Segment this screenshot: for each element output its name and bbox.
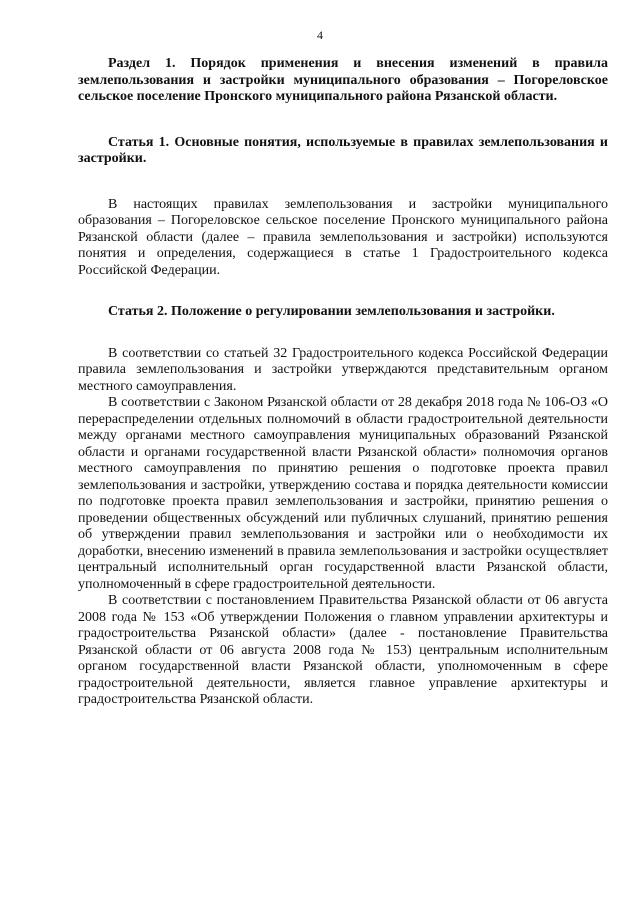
article-2-paragraph: В соответствии со статьей 32 Градостроительного кодекса Российской Федерации правила землепользования и застройки утверждаются представительным органом местного самоуправления. <box>78 345 608 394</box>
page-number: 4 <box>317 28 323 42</box>
section-heading: Раздел 1. Порядок применения и внесения изменений в правила землепользования и застройки муниципального образования – Погореловское сельское поселение Пронского муниципального района Рязанской области. <box>78 56 608 104</box>
article-1-heading: Статья 1. Основные понятия, используемые в правилах землепользования и застройки. <box>78 134 608 166</box>
article-2-paragraph: В соответствии с Законом Рязанской области от 28 декабря 2018 года № 106-ОЗ «О перераспределении отдельных полномочий в области градостроительной деятельности между органами местного самоуправления муниципальных образований Рязанской области и органами государственной власти Рязанской области» полномочия органов местного самоуправления по принятию решения о подготовке проекта правил землепользования и застройки, утверждению состава и порядка деятельности комиссии по подготовке проекта правил землепользования и застройки, принятию решения о проведении общественных обсуждений или публичных слушаний, принятию решения об утверждении правил землепользования и застройки или о необходимости их доработки, внесению изменений в правила землепользования и застройки осуществляет центральный исполнительный орган государственной власти Рязанской области, уполномоченный в сфере градостроительной деятельности. <box>78 395 608 592</box>
document-body <box>78 56 608 709</box>
spacer <box>78 168 608 197</box>
article-2-heading: Статья 2. Положение о регулировании землепользования и застройки. <box>108 304 555 319</box>
spacer <box>78 279 608 304</box>
spacer <box>78 321 608 346</box>
spacer <box>78 106 608 135</box>
article-1-paragraph: В настоящих правилах землепользования и застройки муниципального образования – Погореловское сельское поселение Пронского муниципального района Рязанской области (далее – правила землепользования и застройки) используются понятия и определения, содержащиеся в статье 1 Градостроительного кодекса Российской Федерации. <box>78 196 608 278</box>
article-2-paragraph: В соответствии с постановлением Правительства Рязанской области от 06 августа 2008 года № 153 «Об утверждении Положения о главном управлении архитектуры и градостроительства Рязанской области» (далее - постановление Правительства Рязанской области от 06 августа 2008 года № 153) центральным исполнительным органом государственной власти Рязанской области, уполномоченным в сфере градостроительной деятельности, является главное управление архитектуры и градостроительства Рязанской области. <box>78 593 608 707</box>
